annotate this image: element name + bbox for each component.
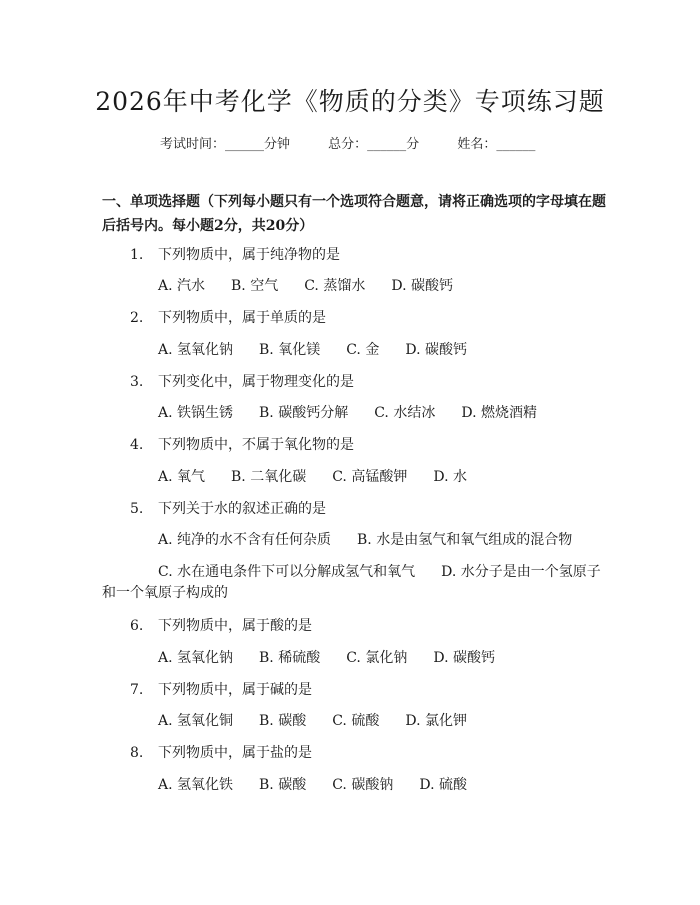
option-a[interactable]: A. 氢氧化钠 — [158, 342, 234, 358]
question-text: 下列变化中，属于物理变化的是 — [158, 374, 354, 390]
total-score-field: 总分：______分 — [328, 137, 420, 152]
option-d[interactable]: D. 水分子是由一个氢原子 — [441, 564, 601, 580]
option-b[interactable]: B. 二氧化碳 — [231, 469, 307, 485]
question-number: 1. — [130, 247, 144, 263]
question-6 — [130, 615, 312, 635]
option-a[interactable]: A. 氧气 — [158, 469, 206, 485]
question-1-options — [158, 275, 479, 295]
option-c[interactable]: C. 碳酸钠 — [332, 777, 394, 793]
question-text: 下列关于水的叙述正确的是 — [158, 501, 326, 517]
option-a[interactable]: A. 铁锅生锈 — [158, 405, 234, 421]
section-heading: 一、单项选择题（下列每小题只有一个选项符合题意，请将正确选项的字母填在题后括号内。每小题2分，共20分） — [102, 194, 606, 234]
question-number: 7. — [130, 682, 144, 698]
option-d[interactable]: D. 碳酸钙 — [433, 650, 495, 666]
option-b[interactable]: B. 碳酸 — [259, 713, 307, 729]
option-d[interactable]: D. 水 — [433, 469, 467, 485]
question-2-options — [158, 339, 493, 359]
option-c[interactable]: C. 氯化钠 — [346, 650, 408, 666]
option-a[interactable]: A. 汽水 — [158, 278, 206, 294]
option-b[interactable]: B. 碳酸 — [259, 777, 307, 793]
option-d[interactable]: D. 硫酸 — [419, 777, 467, 793]
option-b[interactable]: B. 水是由氢气和氧气组成的混合物 — [357, 532, 573, 548]
option-c[interactable]: C. 蒸馏水 — [304, 278, 366, 294]
question-5-options-row2 — [158, 561, 627, 581]
question-number: 2. — [130, 310, 144, 326]
question-5-options-row1 — [158, 529, 598, 549]
question-text: 下列物质中，属于酸的是 — [158, 618, 312, 634]
option-a[interactable]: A. 纯净的水不含有任何杂质 — [158, 532, 332, 548]
question-2 — [130, 307, 326, 327]
question-3 — [130, 371, 354, 391]
exam-time-field: 考试时间：______分钟 — [160, 137, 291, 152]
question-7 — [130, 679, 312, 699]
question-6-options — [158, 647, 521, 667]
option-c[interactable]: C. 高锰酸钾 — [332, 469, 408, 485]
question-text: 下列物质中，属于盐的是 — [158, 745, 312, 761]
question-number: 8. — [130, 745, 144, 761]
student-name-field: 姓名：______ — [457, 137, 536, 152]
option-a[interactable]: A. 氢氧化钠 — [158, 650, 234, 666]
option-b[interactable]: B. 空气 — [231, 278, 279, 294]
question-text: 下列物质中，属于碱的是 — [158, 682, 312, 698]
option-d[interactable]: D. 氯化钾 — [405, 713, 467, 729]
option-d[interactable]: D. 碳酸钙 — [405, 342, 467, 358]
option-d[interactable]: D. 燃烧酒精 — [461, 405, 537, 421]
option-b[interactable]: B. 氧化镁 — [259, 342, 321, 358]
option-a[interactable]: A. 氢氧化铜 — [158, 713, 234, 729]
option-c[interactable]: C. 硫酸 — [332, 713, 380, 729]
question-number: 3. — [130, 374, 144, 390]
question-5 — [130, 498, 326, 518]
question-4 — [130, 434, 354, 454]
option-d-continuation: 和一个氧原子构成的 — [102, 585, 228, 601]
question-number: 4. — [130, 437, 144, 453]
option-d[interactable]: D. 碳酸钙 — [391, 278, 453, 294]
option-c[interactable]: C. 水在通电条件下可以分解成氢气和氧气 — [158, 564, 416, 580]
question-1 — [130, 244, 340, 264]
page-title: 2026年中考化学《物质的分类》专项练习题 — [95, 87, 605, 116]
option-c[interactable]: C. 水结冰 — [374, 405, 436, 421]
question-text: 下列物质中，属于单质的是 — [158, 310, 326, 326]
option-b[interactable]: B. 碳酸钙分解 — [259, 405, 349, 421]
question-8 — [130, 742, 312, 762]
question-4-options — [158, 466, 493, 486]
question-3-options — [158, 402, 563, 422]
question-number: 6. — [130, 618, 144, 634]
option-a[interactable]: A. 氢氧化铁 — [158, 777, 234, 793]
option-b[interactable]: B. 稀硫酸 — [259, 650, 321, 666]
question-7-options — [158, 710, 493, 730]
question-text: 下列物质中，不属于氧化物的是 — [158, 437, 354, 453]
question-text: 下列物质中，属于纯净物的是 — [158, 247, 340, 263]
question-number: 5. — [130, 501, 144, 517]
exam-meta — [160, 133, 569, 152]
option-c[interactable]: C. 金 — [346, 342, 380, 358]
question-8-options — [158, 774, 493, 794]
